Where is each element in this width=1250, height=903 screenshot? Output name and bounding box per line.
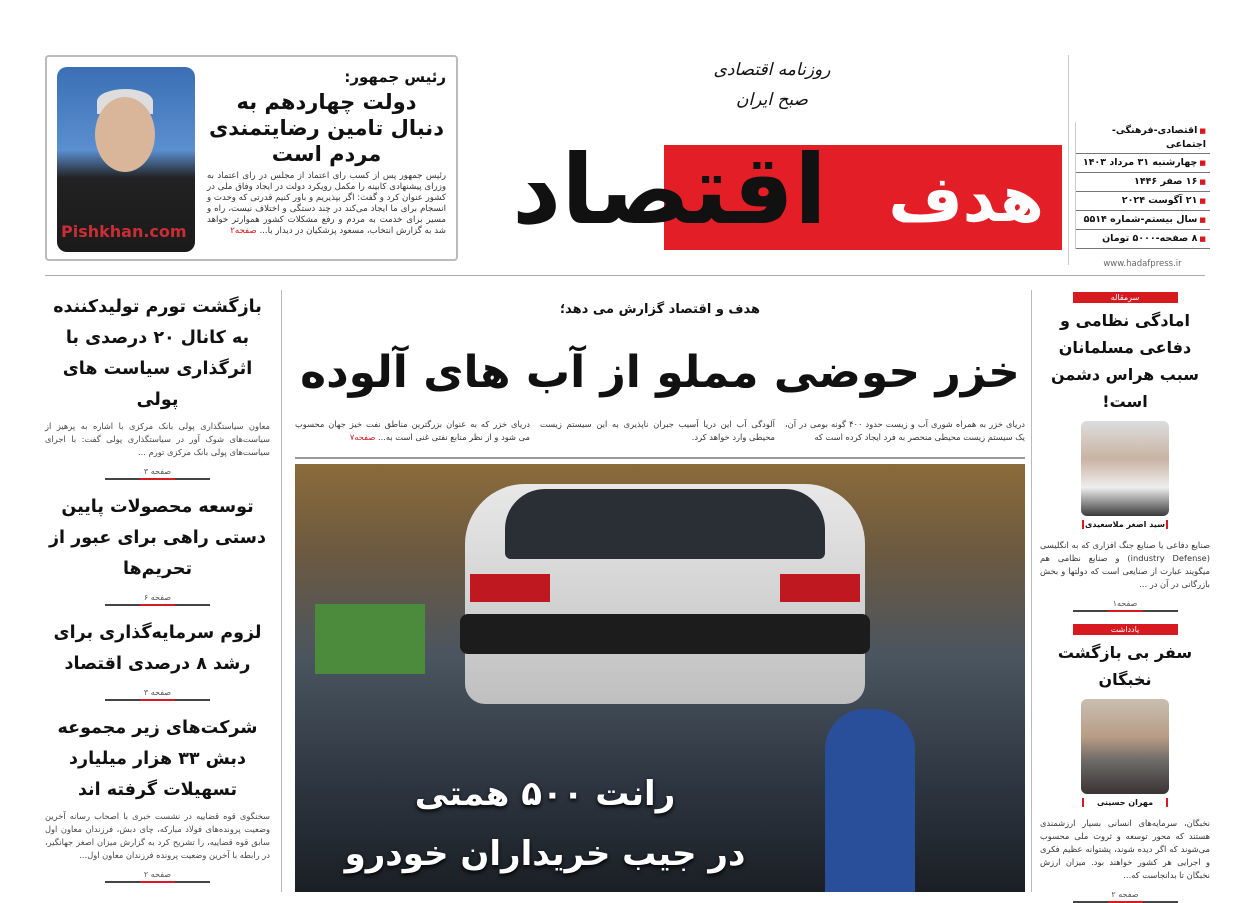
- page-ref[interactable]: صفحه۲: [230, 226, 257, 236]
- author-photo: [1081, 421, 1169, 516]
- info-date: ■ چهارشنبه ۳۱ مرداد ۱۴۰۳: [1076, 154, 1210, 173]
- car-factory-photo[interactable]: [295, 464, 1025, 892]
- main-summary: دریای خزر به همراه شوری آب و زیست حدود ۴۰۰ گونه بومی در آن، یک سیستم زیست محیطی منحصر به فرد ایجاد کرده است که: [785, 419, 1025, 442]
- website[interactable]: www.hadafpress.ir: [1103, 259, 1182, 269]
- editorial-body: صنایع دفاعی یا صنایع جنگ افزاری که به انگلیسی (industry Defense) و صنایع نظامی هم میگویند عبارت از صنایعی است که دولتها و بخش بازرگانی در آن در ...: [1040, 540, 1211, 589]
- divider: [281, 290, 282, 892]
- note-body: نخبگان، سرمایه‌های انسانی بسیار ارزشمندی هستند که محور توسعه و ثروت ملی محسوب می‌شوند که اگر دیده شوند، پشتوانه عظیم فکری و اجرایی هر کشور خواهند بود. میزان ارزش نخبگان تا بدانجاست که...: [1040, 818, 1210, 880]
- masthead-logo: اقتصاد هدف روزنامه اقتصادی صبح ایران: [512, 50, 1062, 265]
- page-ref[interactable]: صفحه ۳: [105, 467, 210, 480]
- divider: [1031, 290, 1032, 892]
- story-headline[interactable]: بازگشت تورم تولیدکننده به کانال ۲۰ درصدی با اثرگذاری سیاست های پولی: [53, 297, 262, 410]
- story[interactable]: [45, 713, 270, 883]
- issue-info: [1075, 122, 1210, 249]
- main-kicker: هدف و اقتصاد گزارش می دهد؛: [559, 302, 761, 317]
- page-ref[interactable]: صفحه ۲: [105, 870, 210, 883]
- editorial-headline[interactable]: امادگی نظامی و دفاعی مسلمانان سبب هراس دشمن است!: [1050, 311, 1200, 411]
- issue-meta: [1075, 122, 1210, 269]
- note-headline[interactable]: سفر بی بازگشت نخبگان: [1057, 643, 1193, 689]
- lead-kicker: رئیس جمهور:: [344, 68, 446, 86]
- left-column: [45, 292, 270, 883]
- note[interactable]: [1040, 624, 1210, 903]
- right-column: [1040, 292, 1210, 903]
- story-headline[interactable]: شرکت‌های زیر مجموعه دبش ۳۳ هزار میلیارد تسهیلات گرفته اند: [57, 718, 258, 800]
- info-hijri-date: ■ ۱۶ صفر ۱۴۴۶: [1076, 173, 1210, 192]
- subtitle: روزنامه اقتصادی: [713, 60, 831, 80]
- story-headline[interactable]: توسعه محصولات پایین دستی راهی برای عبور از تحریم‌ها: [48, 497, 267, 579]
- section-tag: یادداشت: [1073, 624, 1178, 635]
- info-gregorian-date: ■ ۲۱ آگوست ۲۰۲۴: [1076, 192, 1210, 211]
- editorial[interactable]: [1040, 292, 1210, 612]
- story[interactable]: [45, 618, 270, 701]
- story[interactable]: [45, 292, 270, 480]
- page-ref[interactable]: صفحه ۳: [105, 688, 210, 701]
- divider: [45, 275, 1205, 276]
- story[interactable]: [45, 492, 270, 606]
- watermark: Pishkhan.com: [61, 222, 187, 241]
- lead-text: [207, 67, 446, 237]
- main-headline[interactable]: خزر حوضی مملو از آب های آلوده: [300, 347, 1020, 398]
- info-issue: ■ سال بیستم-شماره ۵۵۱۴: [1076, 211, 1210, 230]
- info-price: ■ ۸ صفحه-۵۰۰۰ تومان: [1076, 230, 1210, 249]
- info-line: ■ اقتصادی-فرهنگی-اجتماعی: [1076, 122, 1210, 154]
- story-headline[interactable]: لزوم سرمایه‌گذاری برای رشد ۸ درصدی اقتصاد: [53, 623, 262, 674]
- page-ref[interactable]: صفحه۷: [349, 432, 376, 442]
- section-tag: سرمقاله: [1073, 292, 1178, 303]
- main-summary: دریای خزر که به عنوان بزرگترین مناطق نفت خیز جهان محسوب می شود و از نظر منابع نفتی غنی است به... صفحه۷: [295, 419, 530, 442]
- author-photo: [1081, 699, 1169, 794]
- divider: [295, 457, 1025, 459]
- author-name: سید اصغر ملاسعیدی: [1082, 520, 1168, 529]
- author-name: مهران حسینی: [1082, 798, 1168, 807]
- subtitle: صبح ایران: [736, 90, 808, 110]
- page-ref[interactable]: صفحه ۶: [105, 593, 210, 606]
- story-body: معاون سیاستگذاری پولی بانک مرکزی با اشاره به پرهیز از سیاست‌های شوک آور در سیاستگذاری پولی گفت: با اجرای سیاست‌های پولی بانک مرکزی تورم ...: [45, 421, 270, 457]
- page-ref[interactable]: صفحه۱: [1073, 599, 1178, 612]
- lead-headline[interactable]: دولت چهاردهم به دنبال تامین رضایتمندی مردم است: [209, 90, 444, 166]
- lead-story[interactable]: [45, 55, 458, 261]
- story-body: سخنگوی قوه قضاییه در نشست خبری با اصحاب رسانه آخرین وضعیت پرونده‌های فولاد مبارکه، چای دبش، فرزندان معاون اول سابق قوه قضاییه، را تشریح کرد به گزارش میزان اصغر جهانگیر، در رابطه با آخرین وضعیت پرونده فرزندان معاون اول...: [45, 811, 270, 860]
- main-summary: آلودگی آب این دریا آسیب جبران ناپذیری به این سیستم زیست محیطی وارد خواهد کرد.: [540, 419, 775, 442]
- page-ref[interactable]: صفحه ۲: [1073, 890, 1178, 903]
- lead-body: رئیس جمهور پس از کسب رای اعتماد از مجلس در رای اعتماد به وزرای پیشنهادی کابینه را مکمل رویکرد دولت در ایجاد وفاق ملی در کشور عنوان کرد و گفت: اگر بپذیریم و باور کنیم قدرتی که وحدت و انسجام برای ما ایجاد می‌کند در چند دستگی و اختلاف نیست، راه و مسیر برای خدمت به مردم و رفع مشکلات کشور هموارتر خواهد شد به گزارش انتخاب، مسعود پزشکیان در دیدار با... صفحه۲: [207, 171, 446, 236]
- photo-headline: رانت ۵۰۰ همتی در جیب خریداران خودرو: [344, 774, 746, 874]
